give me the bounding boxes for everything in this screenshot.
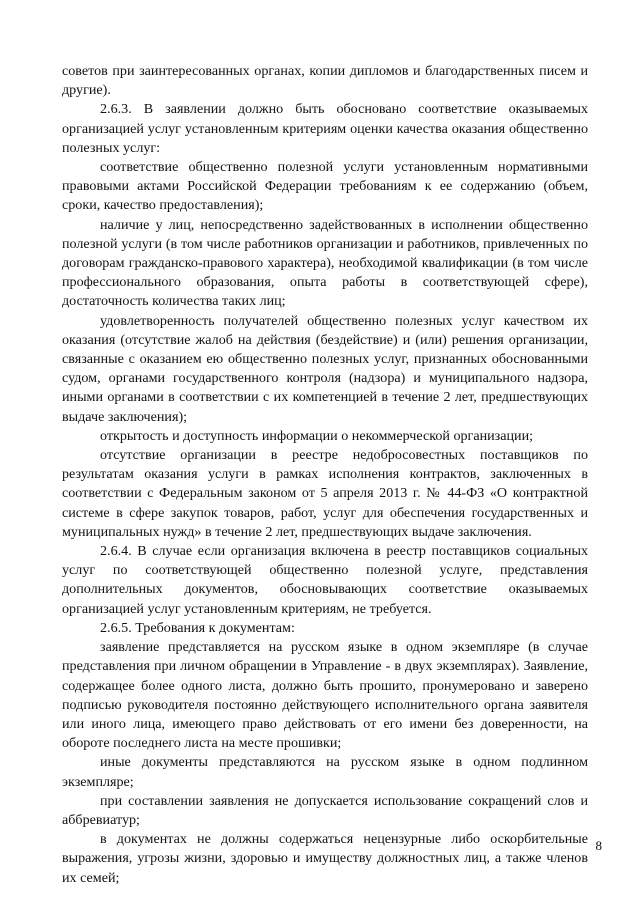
paragraph-requirement-application: заявление представляется на русском языке в одном экземпляре (в случае представления при личном обращении в Управление - в двух экземплярах). Заявление, содержащее более одного листа, должно быть прошито, пронумеровано и заверено подписью руководителя постоянно действующего исполнительного органа заявителя или иного лица, имеющего право действовать от его имени без доверенности, на обороте последнего листа на месте прошивки;	[62, 639, 588, 752]
document-body	[62, 62, 588, 888]
paragraph-criterion-openness: открытость и доступность информации о некоммерческой организации;	[100, 427, 534, 444]
paragraph-criterion-registry: отсутствие организации в реестре недобросовестных поставщиков по результатам оказания услуги в рамках исполнения контрактов, заключенных в соответствии с Федеральным законом от 5 апреля 2013 г. № 44-ФЗ «О контрактной системе в сфере закупок товаров, работ, услуг для обеспечения государственных и муниципальных нужд» в течение 2 лет, предшествующих выдаче заключения.	[62, 447, 588, 540]
paragraph-criterion-qualification: наличие у лиц, непосредственно задействованных в исполнении общественно полезной услуги (в том числе работников организации и работников, привлеченных по договорам гражданско-правового характера), необходимой квалификации (в том числе профессионального образования, опыта работы в соответствующей сфере), достаточность количества таких лиц;	[62, 216, 588, 310]
paragraph-2-6-4: 2.6.4. В случае если организация включена в реестр поставщиков социальных услуг по соответствующей общественно полезной услуге, представления дополнительных документов, обосновывающих соответствие оказываемых организацией услуг установленным критериям, не требуется.	[62, 543, 588, 617]
paragraph-requirement-language: в документах не должны содержаться нецензурные либо оскорбительные выражения, угрозы жизни, здоровью и имуществу должностных лиц, а также членов их семей;	[62, 831, 588, 886]
page-number: 8	[595, 838, 602, 853]
paragraph-continuation: советов при заинтересованных органах, копии дипломов и благодарственных писем и другие).	[62, 63, 588, 99]
paragraph-requirement-abbreviations: при составлении заявления не допускается использование сокращений слов и аббревиатур;	[62, 792, 588, 828]
paragraph-2-6-3: 2.6.3. В заявлении должно быть обосновано соответствие оказываемых организацией услуг установленным критериям оценки качества оказания общественно полезных услуг:	[62, 101, 588, 156]
paragraph-criterion-compliance: соответствие общественно полезной услуги установленным нормативными правовыми актами Российской Федерации требованиям к ее содержанию (объем, сроки, качество предоставления);	[62, 159, 588, 214]
paragraph-requirement-other-documents: иные документы представляются на русском языке в одном подлинном экземпляре;	[62, 754, 588, 790]
paragraph-2-6-5: 2.6.5. Требования к документам:	[100, 619, 295, 636]
paragraph-criterion-satisfaction: удовлетворенность получателей общественно полезных услуг качеством их оказания (отсутствие жалоб на действия (бездействие) и (или) решения организации, связанные с оказанием ею общественно полезных услуг, признанных обоснованными судом, органами государственного контроля (надзора) и муниципального надзора, иными органами в соответствии с их компетенцией в течение 2 лет, предшествующих выдаче заключения);	[62, 312, 588, 425]
